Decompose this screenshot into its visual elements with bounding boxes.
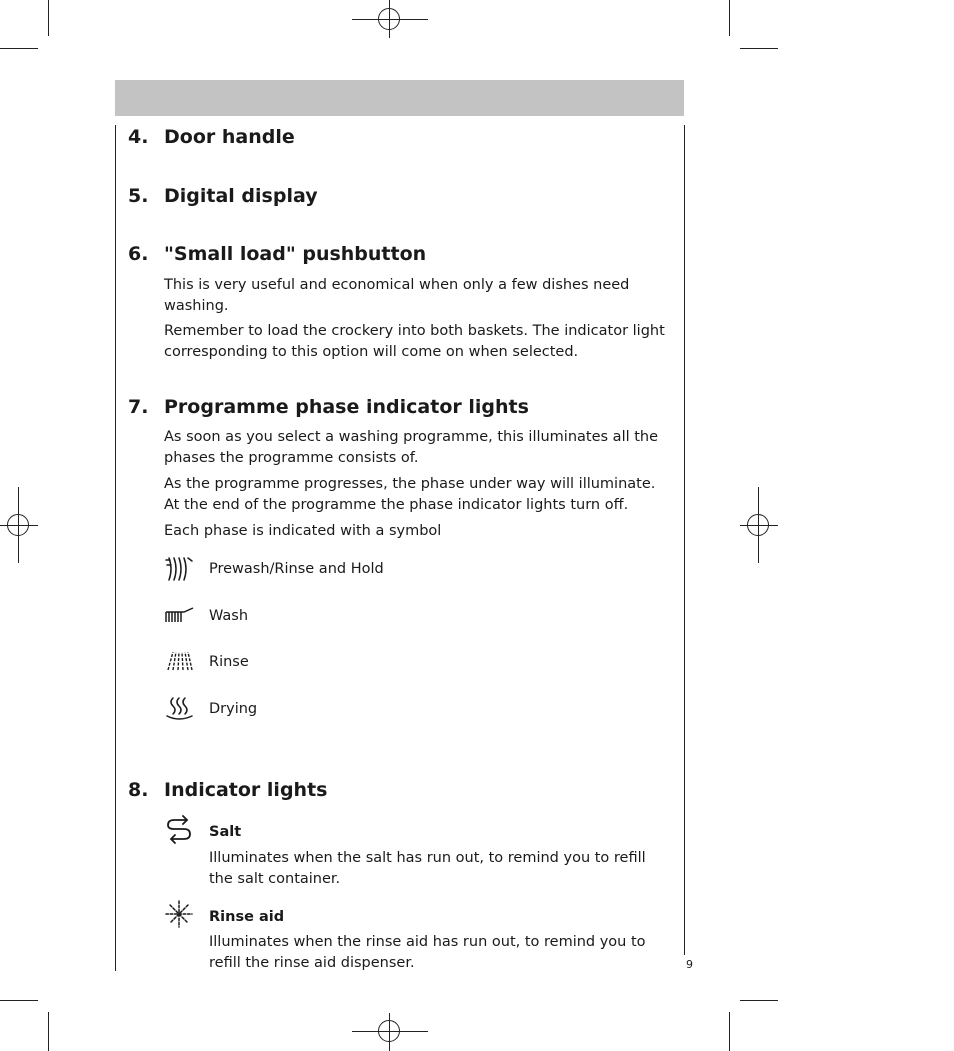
drying-icon [164,695,194,723]
indicator-description: Illuminates when the rinse aid has run out, to remind you to refill the rinse aid dispenser. [209,934,646,971]
crop-mark [729,1012,730,1051]
crop-mark [740,48,778,49]
page-number: 9 [686,958,693,971]
paragraph: Remember to load the crockery into both baskets. The indicator light corresponding to this option will come on when selected. [164,323,665,360]
phase-symbol-label: Wash [209,608,249,624]
header-bar [115,80,684,116]
crop-mark [740,1000,778,1001]
section-heading: 6. "Small load" pushbutton [128,243,427,265]
phase-symbol-label: Rinse [209,654,249,670]
crop-mark [48,0,49,36]
registration-mark [378,8,400,30]
rinse-icon [164,648,194,676]
crop-mark [729,0,730,36]
section-heading: 8. Indicator lights [128,779,328,801]
right-margin-line [684,125,685,955]
registration-mark [7,514,29,536]
phase-symbol-label: Drying [209,701,258,717]
paragraph: Each phase is indicated with a symbol [164,523,442,539]
section-heading: 5. Digital display [128,185,318,207]
crop-mark [0,48,38,49]
paragraph: As the programme progresses, the phase under way will illuminate. At the end of the programme the phase indicator lights turn off. [164,476,656,513]
left-margin-line [115,125,116,971]
salt-icon [164,815,194,845]
prewash-icon [164,555,194,583]
registration-mark [747,514,769,536]
section-heading: 4. Door handle [128,126,295,148]
phase-symbol-label: Prewash/Rinse and Hold [209,561,384,577]
rinse-aid-icon [164,899,194,929]
registration-mark [378,1020,400,1042]
crop-mark [48,1012,49,1051]
paragraph: This is very useful and economical when only a few dishes need washing. [164,277,630,314]
crop-mark [0,1000,38,1001]
indicator-title: Rinse aid [209,909,285,925]
wash-icon [164,602,194,630]
section-heading: 7. Programme phase indicator lights [128,396,529,418]
paragraph: As soon as you select a washing programme, this illuminates all the phases the programme consists of. [164,429,659,466]
indicator-description: Illuminates when the salt has run out, to remind you to refill the salt container. [209,850,646,887]
indicator-title: Salt [209,824,242,840]
